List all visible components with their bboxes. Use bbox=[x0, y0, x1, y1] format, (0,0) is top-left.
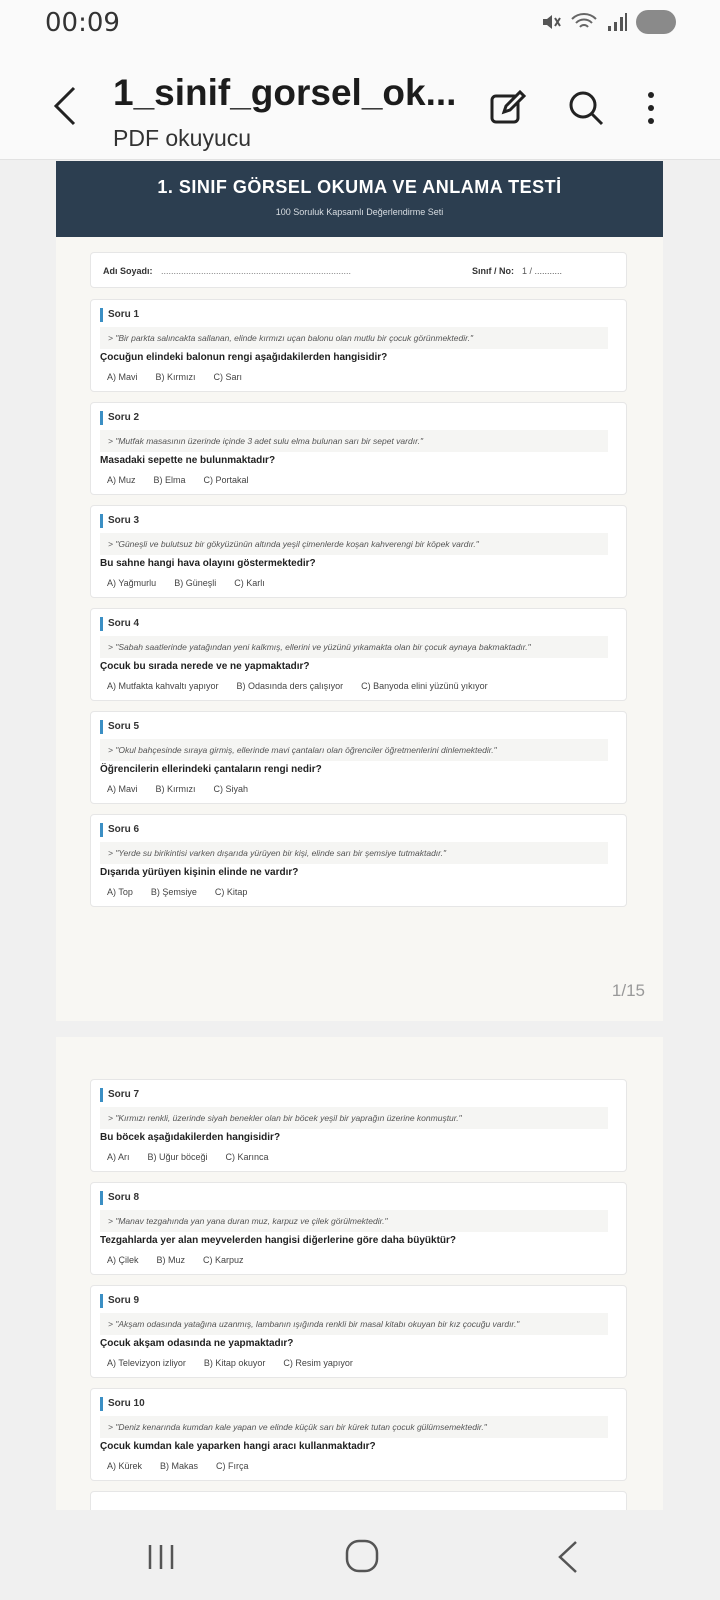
question-text: Masadaki sepette ne bulunmaktadır? bbox=[100, 455, 276, 466]
question-text: Çocuk akşam odasında ne yapmaktadır? bbox=[100, 1338, 294, 1349]
option: A) Mutfakta kahvaltı yapıyor bbox=[107, 681, 219, 691]
question-options bbox=[107, 1255, 244, 1265]
option: A) Muz bbox=[107, 475, 136, 485]
option: B) Makas bbox=[160, 1461, 199, 1471]
doc-header bbox=[56, 161, 663, 237]
question-card bbox=[90, 1285, 627, 1378]
document-title: 1_sinif_gorsel_ok... bbox=[113, 72, 457, 113]
option: B) Odasında ders çalışıyor bbox=[236, 681, 344, 691]
question-options bbox=[107, 784, 248, 794]
option: C) Portakal bbox=[203, 475, 249, 485]
question-label: Soru 8 bbox=[100, 1191, 139, 1205]
question-label: Soru 3 bbox=[100, 514, 139, 528]
option: A) Kürek bbox=[107, 1461, 143, 1471]
edit-icon[interactable] bbox=[488, 88, 528, 128]
question-card bbox=[90, 711, 627, 804]
question-text: Tezgahlarda yer alan meyvelerden hangisi diğerlerine göre daha büyüktür? bbox=[100, 1235, 457, 1246]
doc-title: 1. SINIF GÖRSEL OKUMA VE ANLAMA TESTİ bbox=[157, 177, 562, 197]
question-card bbox=[90, 1182, 627, 1275]
battery-icon bbox=[636, 10, 676, 34]
option: C) Karınca bbox=[225, 1152, 269, 1162]
option: B) Şemsiye bbox=[150, 887, 197, 897]
search-icon[interactable] bbox=[566, 88, 606, 128]
name-label: Adı Soyadı: bbox=[103, 266, 153, 276]
question-options bbox=[107, 475, 249, 485]
option: A) Mavi bbox=[107, 784, 138, 794]
question-card bbox=[90, 814, 627, 907]
option: C) Kitap bbox=[214, 887, 248, 897]
student-info-box bbox=[90, 252, 627, 288]
question-options bbox=[107, 1152, 269, 1162]
option: A) Arı bbox=[107, 1152, 130, 1162]
option: A) Mavi bbox=[107, 372, 138, 382]
question-scene: > "Kırmızı renkli, üzerinde siyah benekler olan bir böcek yeşil bir yaprağın üzerine konmuştur." bbox=[100, 1107, 608, 1129]
question-label: Soru 7 bbox=[100, 1088, 139, 1102]
option: A) Yağmurlu bbox=[107, 578, 157, 588]
question-options bbox=[107, 1461, 249, 1471]
option: B) Kitap okuyor bbox=[203, 1358, 266, 1368]
question-scene: > "Bir parkta salıncakta sallanan, elinde kırmızı uçan balonu olan mutlu bir çocuk görünmektedir." bbox=[100, 327, 608, 349]
question-scene: > "Akşam odasında yatağına uzanmış, lambanın ışığında renkli bir masal kitabı okuyan bir kız çocuğu vardır." bbox=[100, 1313, 608, 1335]
question-card bbox=[90, 402, 627, 495]
mute-icon bbox=[540, 11, 562, 33]
question-label: Soru 6 bbox=[100, 823, 139, 837]
system-nav-bar bbox=[0, 1510, 720, 1600]
question-label: Soru 9 bbox=[100, 1294, 139, 1308]
doc-subtitle: 100 Soruluk Kapsamlı Değerlendirme Seti bbox=[275, 207, 444, 217]
option: A) Çilek bbox=[107, 1255, 139, 1265]
option: C) Banyoda elini yüzünü yıkıyor bbox=[361, 681, 488, 691]
class-value: 1 / ........... bbox=[522, 266, 563, 276]
question-options bbox=[107, 578, 265, 588]
name-blank: ............................................................................ bbox=[161, 266, 352, 276]
option: B) Elma bbox=[153, 475, 186, 485]
question-card bbox=[90, 299, 627, 392]
option: B) Kırmızı bbox=[155, 784, 196, 794]
option: B) Güneşli bbox=[174, 578, 217, 588]
recent-apps-icon[interactable] bbox=[146, 1542, 176, 1572]
question-scene: > "Sabah saatlerinde yatağından yeni kalkmış, ellerini ve yüzünü yıkamakta olan bir çocuk aynaya bakmaktadır." bbox=[100, 636, 608, 658]
question-text: Öğrencilerin ellerindeki çantaların rengi nedir? bbox=[100, 764, 322, 775]
option: C) Sarı bbox=[213, 372, 243, 382]
back-arrow-icon[interactable] bbox=[46, 84, 86, 128]
question-options bbox=[107, 887, 247, 897]
class-label: Sınıf / No: bbox=[472, 266, 514, 276]
option: C) Fırça bbox=[216, 1461, 249, 1471]
question-label: Soru 5 bbox=[100, 720, 139, 734]
option: B) Kırmızı bbox=[155, 372, 196, 382]
more-options-icon[interactable] bbox=[636, 88, 666, 128]
status-time: 00:09 bbox=[45, 8, 120, 38]
question-options bbox=[107, 1358, 353, 1368]
app-bar bbox=[0, 48, 720, 160]
question-card bbox=[90, 608, 627, 701]
wifi-icon bbox=[570, 11, 598, 33]
question-scene: > "Okul bahçesinde sıraya girmiş, ellerinde mavi çantaları olan öğrenciler öğretmenlerini dinlemektedir." bbox=[100, 739, 608, 761]
question-scene: > "Deniz kenarında kumdan kale yapan ve elinde küçük sarı bir kürek tutan çocuk gülümsemektedir." bbox=[100, 1416, 608, 1438]
question-card bbox=[90, 505, 627, 598]
question-label: Soru 4 bbox=[100, 617, 139, 631]
app-subtitle: PDF okuyucu bbox=[113, 125, 252, 151]
question-label: Soru 10 bbox=[100, 1397, 145, 1411]
question-label: Soru 1 bbox=[100, 308, 139, 322]
status-bar bbox=[0, 0, 720, 48]
question-scene: > "Mutfak masasının üzerinde içinde 3 adet sulu elma bulunan sarı bir sepet vardır." bbox=[100, 430, 608, 452]
question-card-partial bbox=[90, 1491, 627, 1510]
nav-back-icon[interactable] bbox=[556, 1540, 580, 1574]
question-options bbox=[107, 372, 242, 382]
question-card bbox=[90, 1079, 627, 1172]
option: C) Karlı bbox=[234, 578, 265, 588]
page-indicator: 1/15 bbox=[611, 981, 645, 1000]
status-icons bbox=[540, 10, 676, 34]
pdf-page-1 bbox=[56, 161, 663, 1021]
question-text: Dışarıda yürüyen kişinin elinde ne vardır? bbox=[100, 867, 299, 878]
question-text: Bu böcek aşağıdakilerden hangisidir? bbox=[100, 1132, 281, 1143]
question-scene: > "Manav tezgahında yan yana duran muz, karpuz ve çilek görülmektedir." bbox=[100, 1210, 608, 1232]
option: A) Televizyon izliyor bbox=[107, 1358, 186, 1368]
option: C) Siyah bbox=[213, 784, 249, 794]
signal-icon bbox=[606, 11, 628, 33]
question-text: Çocuk kumdan kale yaparken hangi aracı kullanmaktadır? bbox=[100, 1441, 376, 1452]
option: A) Top bbox=[107, 887, 133, 897]
question-options bbox=[107, 681, 488, 691]
option: C) Resim yapıyor bbox=[283, 1358, 353, 1368]
question-label: Soru 2 bbox=[100, 411, 139, 425]
question-card bbox=[90, 1388, 627, 1481]
question-scene: > "Güneşli ve bulutsuz bir gökyüzünün altında yeşil çimenlerde koşan kahverengi bir köpek vardır." bbox=[100, 533, 608, 555]
option: B) Uğur böceği bbox=[147, 1152, 208, 1162]
pdf-viewer[interactable] bbox=[0, 161, 720, 1510]
home-icon[interactable] bbox=[344, 1538, 380, 1574]
option: C) Karpuz bbox=[203, 1255, 244, 1265]
pdf-page-2 bbox=[56, 1037, 663, 1510]
option: B) Muz bbox=[156, 1255, 186, 1265]
question-scene: > "Yerde su birikintisi varken dışarıda yürüyen bir kişi, elinde sarı bir şemsiye tutmaktadır." bbox=[100, 842, 608, 864]
question-text: Çocuk bu sırada nerede ve ne yapmaktadır? bbox=[100, 661, 310, 672]
question-text: Bu sahne hangi hava olayını göstermektedir? bbox=[100, 558, 316, 569]
question-text: Çocuğun elindeki balonun rengi aşağıdakilerden hangisidir? bbox=[100, 352, 388, 363]
